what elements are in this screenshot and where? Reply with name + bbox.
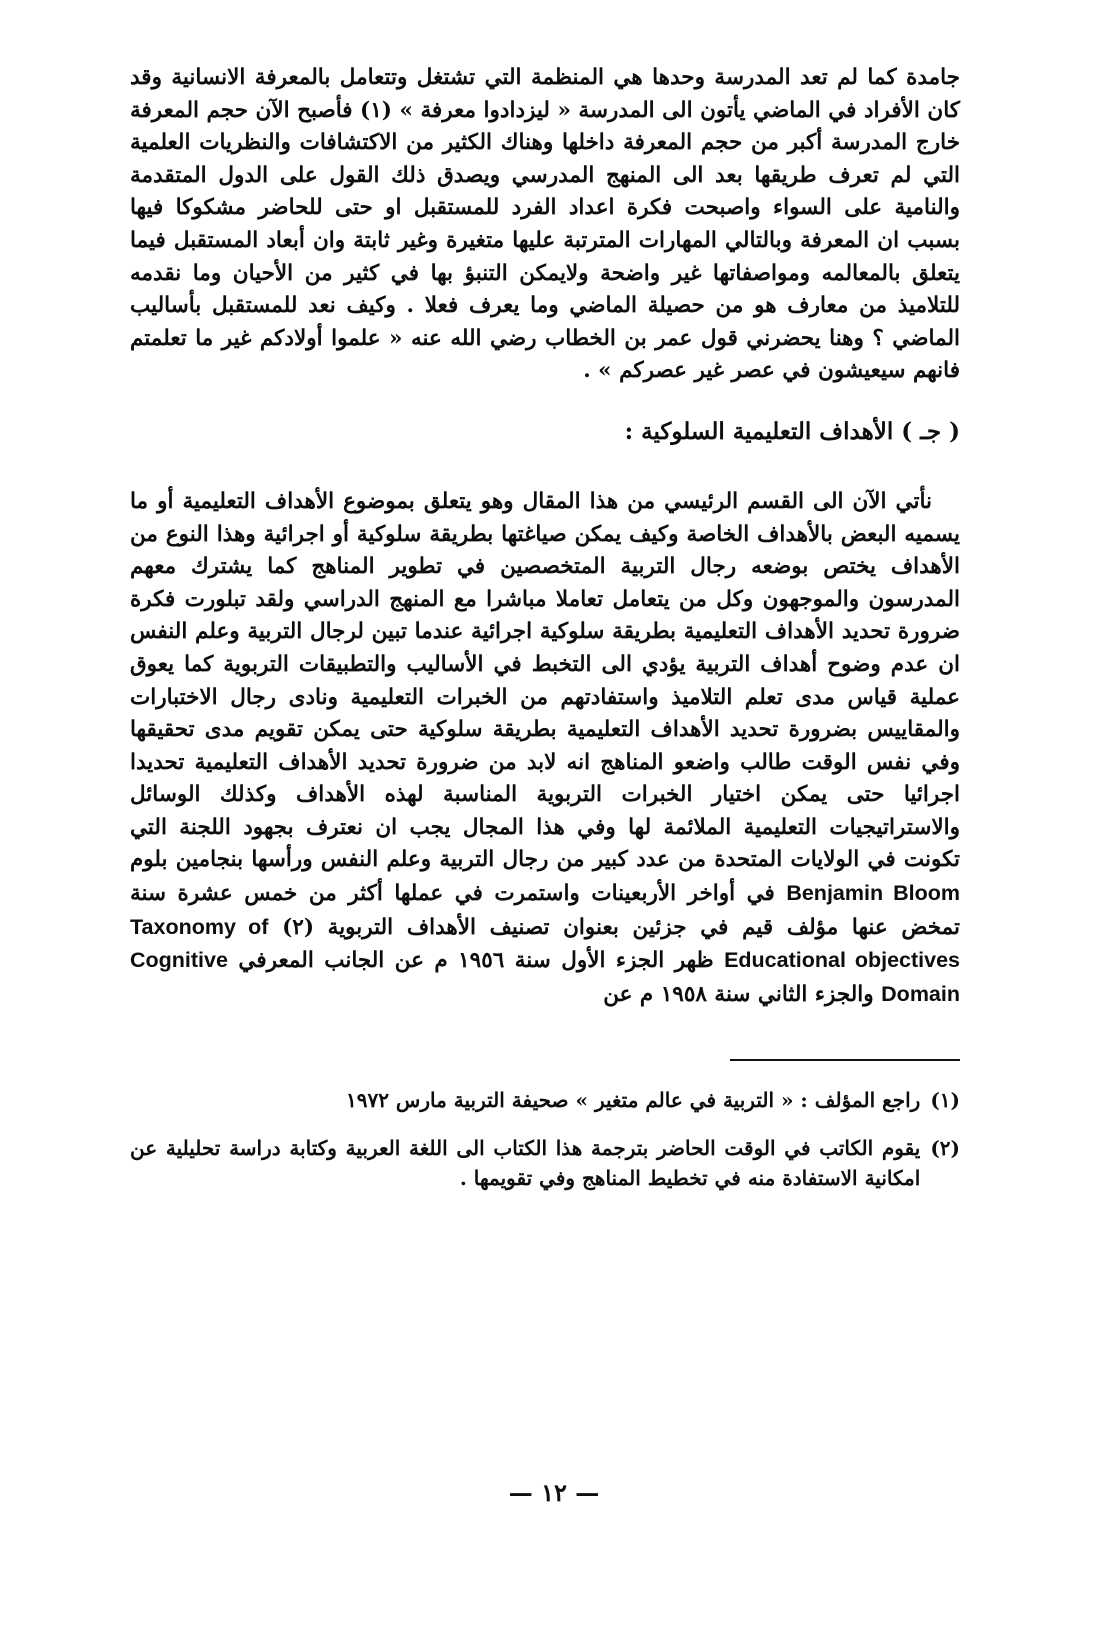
footnote-separator-wrap	[130, 1011, 960, 1061]
footnote-number: (١)	[930, 1088, 960, 1113]
footnote-2	[130, 1133, 960, 1193]
paragraph-text-part-3: ظهر الجزء الأول سنة ١٩٥٦ م عن الجانب المعرفي	[238, 948, 714, 974]
section-heading: ( جـ ) الأهداف التعليمية السلوكية :	[624, 417, 960, 445]
paragraph-intro: جامدة كما لم تعد المدرسة وحدها هي المنظمة التي تشتغل وتتعامل بالمعرفة الانسانية وقد كان الأفراد في الماضي يأتون الى المدرسة « ليزدادوا معرفة » (١) فأصبح الآن حجم المعرفة خارج المدرسة أكبر من حجم المعرفة داخلها وهناك الكثير من الاكتشافات والنظريات العلمية التي لم تعرف طريقها بعد الى المنهج المدرسي ويصدق ذلك القول على الدول المتقدمة والنامية على السواء واصبحت فكرة اعداد الفرد للمستقبل او حتى للحاضر مشكوكا فيها بسبب ان المعرفة وبالتالي المهارات المترتبة عليها متغيرة وغير ثابتة وان أبعاد المستقبل فيما يتعلق بالمعالمه ومواصفاتها غير واضحة ولايمكن التنبؤ بها في كثير من الأحيان وما نقدمه للتلاميذ من معارف هو من حصيلة الماضي وما يعرف فعلا . وكيف نعد للمستقبل بأساليب الماضي ؟ وهنا يحضرني قول عمر بن الخطاب رضي الله عنه « علموا أولادكم غير ما تعلمتم فانهم سيعيشون في عصر غير عصركم » .	[130, 65, 960, 384]
footnote-text: يقوم الكاتب في الوقت الحاضر بترجمة هذا الكتاب الى اللغة العربية وكتابة دراسة تحليلية عن امكانية الاستفادة منه في تخطيط المناهج وفي تقويمها .	[130, 1136, 921, 1191]
paragraph-text-part-1: نأتي الآن الى القسم الرئيسي من هذا المقال وهو يتعلق بموضوع الأهداف التعليمية أو ما يسميه البعض بالأهداف الخاصة وكيف يمكن صياغتها بطريقة سلوكية أو اجرائية وهذا النوع من الأهداف يختص بوضعه رجال التربية المتخصصين في تطوير المناهج كما يشترك معهم المدرسون والموجهون وكل من يتعامل تعاملا مباشرا مع المنهج الدراسي ولقد تبلورت فكرة ضرورة تحديد الأهداف التعليمية بطريقة سلوكية اجرائية عندما تبين لرجال التربية وعلم النفس ان عدم وضوح أهداف التربية يؤدي الى التخبط في الأساليب والتطبيقات التربوية كما يعوق عملية قياس مدى تعلم التلاميذ واستفادتهم من الخبرات التعليمية ونادى رجال الاختبارات والمقاييس بضرورة تحديد الأهداف التعليمية بطريقة سلوكية حتى يمكن تقويم مدى تحقيقها وفي نفس الوقت طالب واضعو المناهج انه لابد من ضرورة تحديد الأهداف التعليمية تحديدا اجرائيا حتى يمكن اختيار الخبرات التربوية المناسبة لهذه الأهداف وكذلك الوسائل والاستراتيجيات التعليمية الملائمة لها وفي هذا المجال يجب ان نعترف بجهود اللجنة التي تكونت في الولايات المتحدة من عدد كبير من رجال التربية وعلم النفس ورأسها بنجامين بلوم	[130, 488, 960, 873]
footnote-number: (٢)	[930, 1136, 960, 1161]
footnote-1	[130, 1085, 960, 1115]
latin-text-taxonomy-title: Taxonomy of Educational objectives	[130, 914, 961, 973]
latin-text-cognitive-domain: Cognitive Domain	[130, 948, 960, 1006]
paragraph-text-part-2: في أواخر الأربعينات واستمرت في عملها أكثر من خمس عشرة سنة تمخض عنها مؤلف قيم في جزئين بعنوان تصنيف الأهداف التربوية (٢)	[130, 881, 960, 940]
footnote-separator	[730, 1059, 960, 1061]
latin-text-benjamin-bloom: Benjamin Bloom	[786, 881, 960, 906]
footnotes	[130, 1085, 960, 1193]
paragraph-text-part-4: والجزء الثاني سنة ١٩٥٨ م عن	[603, 981, 874, 1007]
document-page	[130, 62, 960, 1211]
footnote-text: راجع المؤلف : « التربية في عالم متغير » صحيفة التربية مارس ١٩٧٢	[345, 1088, 921, 1113]
paragraph-behavioral-objectives	[130, 486, 960, 1012]
page-number: — ١٢ —	[508, 1478, 600, 1507]
